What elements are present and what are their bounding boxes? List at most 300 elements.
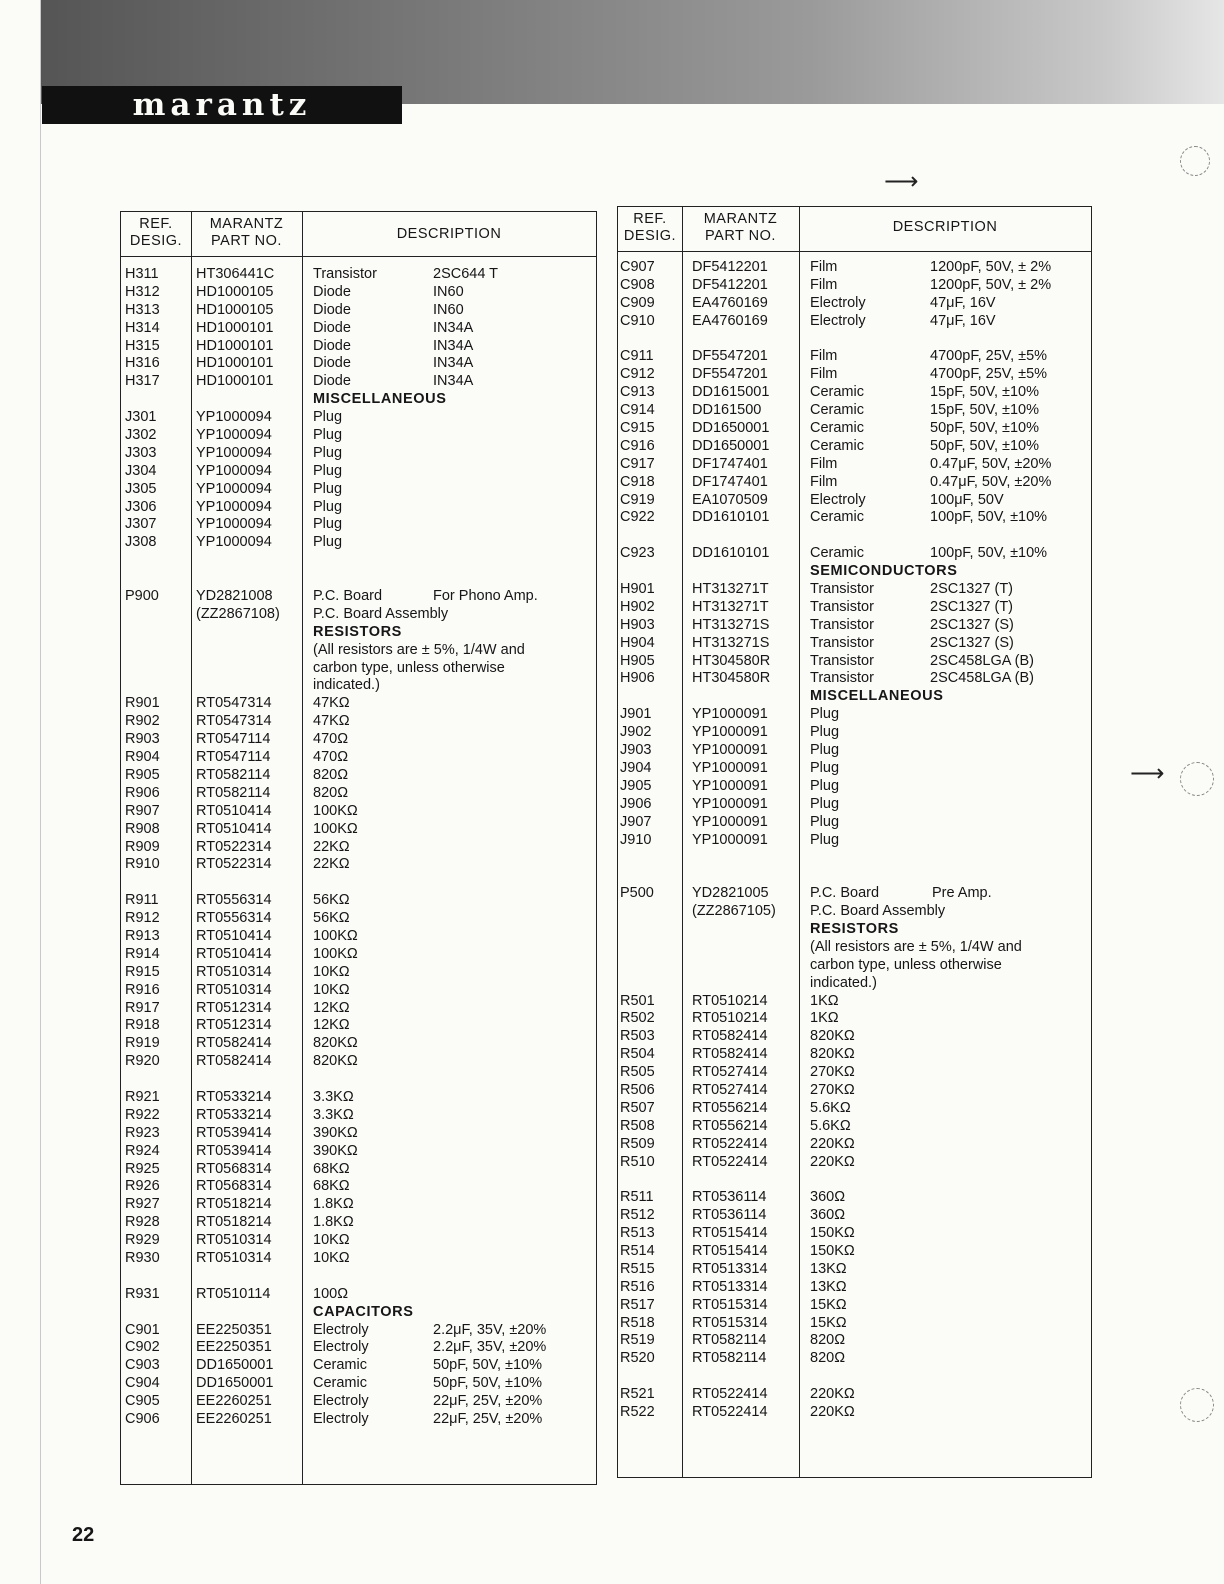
part-number: DD1610101 [692, 509, 770, 526]
part-number: RT0547114 [196, 731, 271, 748]
part-number: RT0582414 [692, 1046, 768, 1063]
table-row [121, 695, 596, 713]
ref-designator: C902 [125, 1339, 160, 1356]
spec-value: 0.47μF, 50V, ±20% [930, 455, 1052, 472]
part-number: RT0510314 [196, 963, 272, 980]
table-row [121, 839, 596, 857]
ref-designator: H903 [620, 616, 655, 633]
description-extra: For Phono Amp. [433, 588, 538, 605]
spec-value: 0.47μF, 50V, ±20% [930, 473, 1052, 490]
ref-designator: R915 [125, 963, 160, 980]
section-heading: SEMICONDUCTORS [810, 563, 958, 580]
header-part-no: MARANTZ PART NO. [209, 216, 284, 249]
table-row [618, 1332, 1091, 1350]
section-heading-row [121, 624, 596, 642]
part-number: EE2250351 [196, 1339, 272, 1356]
row-spacer [618, 1368, 1091, 1386]
table-row [121, 982, 596, 1000]
description: 220KΩ [810, 1404, 855, 1420]
table-row [618, 796, 1091, 814]
ref-designator: R912 [125, 910, 160, 927]
table-row [121, 1143, 596, 1161]
description: Electroly [313, 1321, 369, 1338]
part-number: YP1000091 [692, 759, 768, 776]
part-number: DD1610101 [692, 545, 770, 562]
table-row [618, 1010, 1091, 1028]
description: Plug [810, 759, 840, 776]
ref-designator: J308 [125, 534, 157, 551]
ref-designator: R507 [620, 1099, 655, 1116]
part-number: RT0510414 [196, 820, 272, 837]
spec-value: 100pF, 50V, ±10% [930, 509, 1048, 526]
part-number: RT0568314 [196, 1178, 272, 1195]
description: P.C. Board Assembly [810, 903, 946, 920]
arrow-mark-icon: ⟶ [1130, 760, 1165, 787]
ref-designator: C904 [125, 1375, 160, 1392]
part-number: RT0510414 [196, 802, 272, 819]
table-row [121, 606, 596, 624]
description: Transistor [810, 670, 874, 687]
spec-value: 50pF, 50V, ±10% [930, 420, 1040, 437]
description: 220KΩ [810, 1135, 855, 1152]
ref-designator: R921 [125, 1088, 160, 1105]
part-number: RT0547314 [196, 713, 272, 730]
ref-designator: H904 [620, 634, 655, 651]
description: Film [810, 259, 838, 275]
part-number: HT313271S [692, 634, 770, 651]
ref-designator: C917 [620, 455, 655, 472]
table-row [618, 384, 1091, 402]
table-row [121, 803, 596, 821]
ref-designator: R905 [125, 766, 160, 783]
spec-value: 50pF, 50V, ±10% [433, 1375, 543, 1392]
ref-designator: C909 [620, 294, 655, 311]
ref-designator: R928 [125, 1214, 160, 1231]
part-number: YP1000094 [196, 516, 272, 533]
description: Film [810, 348, 838, 365]
ref-designator: R922 [125, 1106, 160, 1123]
part-number: HT313271S [692, 616, 770, 633]
table-row [618, 670, 1091, 688]
table-row [618, 402, 1091, 420]
section-note: (All resistors are ± 5%, 1/4W and [313, 641, 525, 658]
description: 100KΩ [313, 802, 358, 819]
ref-designator: R906 [125, 784, 160, 801]
table-row [618, 885, 1091, 903]
part-number: RT0510314 [196, 981, 272, 998]
description: Diode [313, 373, 351, 390]
part-number: DD161500 [692, 402, 762, 419]
part-number: EE2260251 [196, 1411, 272, 1427]
spec-value: 15pF, 50V, ±10% [930, 384, 1040, 401]
ref-designator: J906 [620, 795, 652, 812]
part-number: HD1000101 [196, 337, 274, 354]
table-row [121, 1125, 596, 1143]
ref-designator: R501 [620, 992, 655, 1009]
table-row [121, 1375, 596, 1393]
description: Plug [313, 498, 343, 515]
ref-designator: C919 [620, 491, 655, 508]
table-row [121, 964, 596, 982]
arrow-mark-icon: ⟶ [884, 168, 919, 195]
description: Plug [313, 534, 343, 551]
ref-designator: C907 [620, 259, 655, 275]
part-number: RT0510214 [692, 1010, 768, 1027]
description: 150KΩ [810, 1225, 855, 1242]
description: 470Ω [313, 731, 349, 748]
table-row [618, 724, 1091, 742]
description: 3.3KΩ [313, 1088, 354, 1105]
table-row [618, 313, 1091, 331]
table-row [618, 742, 1091, 760]
description: 360Ω [810, 1207, 846, 1224]
table-row [121, 910, 596, 928]
part-number: RT0527414 [692, 1081, 768, 1098]
ref-designator: R924 [125, 1142, 160, 1159]
row-spacer [618, 527, 1091, 545]
row-spacer [618, 331, 1091, 349]
description: 13KΩ [810, 1278, 847, 1295]
spec-value: 22μF, 25V, ±20% [433, 1393, 543, 1410]
description: Transistor [810, 634, 874, 651]
ref-designator: C910 [620, 312, 655, 329]
table-row [618, 1279, 1091, 1297]
description: Plug [313, 516, 343, 533]
part-number: EA4760169 [692, 294, 768, 311]
part-number: RT0533214 [196, 1088, 272, 1105]
description: 56KΩ [313, 892, 350, 909]
ref-designator: H906 [620, 670, 655, 687]
table-row [121, 821, 596, 839]
ref-designator: C916 [620, 437, 655, 454]
section-heading-row [618, 688, 1091, 706]
description: 100KΩ [313, 927, 358, 944]
table-row [121, 1089, 596, 1107]
part-number: RT0582114 [196, 784, 271, 801]
table-row [121, 302, 596, 320]
description: 390KΩ [313, 1142, 358, 1159]
description: 68KΩ [313, 1178, 350, 1195]
part-number: EA1070509 [692, 491, 768, 508]
part-number: YP1000091 [692, 831, 768, 848]
description: 47KΩ [313, 713, 350, 730]
ref-designator: R916 [125, 981, 160, 998]
ref-designator: R918 [125, 1017, 160, 1034]
ref-designator: C914 [620, 402, 655, 419]
table-row [618, 778, 1091, 796]
section-heading-row [121, 391, 596, 409]
description: 820KΩ [313, 1053, 358, 1070]
ref-designator: J306 [125, 498, 157, 515]
description: 10KΩ [313, 1249, 350, 1266]
ref-designator: C912 [620, 366, 655, 383]
description: 1KΩ [810, 992, 839, 1009]
part-number: RT0527414 [692, 1064, 768, 1081]
table-row [618, 1297, 1091, 1315]
description: Ceramic [810, 420, 864, 437]
section-heading-row [618, 563, 1091, 581]
spec-value: 100pF, 50V, ±10% [930, 545, 1048, 562]
table-row [618, 1154, 1091, 1172]
description: 270KΩ [810, 1064, 855, 1081]
description: 10KΩ [313, 963, 350, 980]
ref-designator: C906 [125, 1411, 160, 1427]
row-spacer [121, 874, 596, 892]
description: 47KΩ [313, 695, 350, 712]
description: Electroly [810, 294, 866, 311]
parts-table-left [120, 211, 597, 1485]
description: 820KΩ [313, 1035, 358, 1052]
description: 470Ω [313, 749, 349, 766]
table-row [618, 1082, 1091, 1100]
part-number: RT0515314 [692, 1314, 768, 1331]
ref-designator: H901 [620, 581, 655, 598]
part-number: HT304580R [692, 652, 771, 669]
ref-designator: R522 [620, 1404, 655, 1420]
table-row [618, 1261, 1091, 1279]
table-row [618, 760, 1091, 778]
description: Electroly [313, 1411, 369, 1427]
description: 22KΩ [313, 838, 350, 855]
description: Film [810, 276, 838, 293]
part-number: RT0510114 [196, 1285, 271, 1302]
section-note: carbon type, unless otherwise [810, 956, 1002, 973]
part-number: RT0556314 [196, 910, 272, 927]
part-number: HD1000101 [196, 355, 274, 372]
header-ref: REF. DESIG. [623, 211, 677, 244]
table-row [618, 599, 1091, 617]
table-row [121, 266, 596, 284]
description: 12KΩ [313, 1017, 350, 1034]
ref-designator: J301 [125, 409, 157, 426]
spec-value: 1200pF, 50V, ± 2% [930, 259, 1052, 275]
part-number: DF5547201 [692, 366, 768, 383]
part-number: YP1000091 [692, 777, 768, 794]
part-number: YP1000094 [196, 534, 272, 551]
ref-designator: R511 [620, 1189, 654, 1206]
table-row [618, 456, 1091, 474]
table-row [121, 1232, 596, 1250]
part-number: RT0547114 [196, 749, 271, 766]
table-row [121, 409, 596, 427]
description: 820Ω [810, 1332, 846, 1349]
ref-designator: J303 [125, 444, 157, 461]
ref-designator: C905 [125, 1393, 160, 1410]
description: 820Ω [313, 766, 349, 783]
ref-designator: C911 [620, 348, 654, 365]
table-row [618, 1315, 1091, 1333]
ref-designator: R502 [620, 1010, 655, 1027]
table-row [121, 1035, 596, 1053]
spec-value: 2SC1327 (S) [930, 616, 1014, 633]
description: Ceramic [810, 545, 864, 562]
table-row [121, 534, 596, 552]
table-row [121, 767, 596, 785]
description: P.C. Board [810, 885, 880, 902]
ref-designator: R911 [125, 892, 159, 909]
description: Diode [313, 319, 351, 336]
part-number: YP1000091 [692, 813, 768, 830]
table-row [121, 463, 596, 481]
description: P.C. Board [313, 588, 383, 605]
table-row [618, 1100, 1091, 1118]
description: 68KΩ [313, 1160, 350, 1177]
description: Film [810, 473, 838, 490]
part-number: DF5412201 [692, 276, 768, 293]
spec-value: IN34A [433, 337, 474, 354]
table-row [121, 1000, 596, 1018]
table-row [121, 1214, 596, 1232]
part-number: RT0510414 [196, 927, 272, 944]
description: 820Ω [810, 1350, 846, 1367]
description: Ceramic [810, 509, 864, 526]
page-margin-line [40, 0, 41, 1584]
ref-designator: R520 [620, 1350, 655, 1367]
part-number: HD1000101 [196, 319, 274, 336]
ref-designator: R910 [125, 856, 160, 873]
description: 360Ω [810, 1189, 846, 1206]
description: Plug [810, 777, 840, 794]
parts-table-right [617, 206, 1092, 1478]
binder-hole-middle [1180, 762, 1214, 796]
description: Transistor [810, 652, 874, 669]
spec-value: IN60 [433, 301, 464, 318]
ref-designator: R519 [620, 1332, 655, 1349]
table-row [618, 1404, 1091, 1422]
ref-designator: J904 [620, 759, 652, 776]
part-number: HD1000101 [196, 373, 274, 390]
ref-designator: R919 [125, 1035, 160, 1052]
part-number: RT0513314 [692, 1278, 768, 1295]
ref-designator: R917 [125, 999, 160, 1016]
table-row [121, 1107, 596, 1125]
table-row [618, 295, 1091, 313]
part-number: DD1615001 [692, 384, 770, 401]
part-number: RT0556314 [196, 892, 272, 909]
part-number: RT0515314 [692, 1296, 768, 1313]
table-row [121, 284, 596, 302]
part-number: DD1650001 [196, 1357, 274, 1374]
table-row [618, 545, 1091, 563]
page-number: 22 [72, 1524, 95, 1546]
part-number: YP1000094 [196, 462, 272, 479]
header-description: DESCRIPTION [892, 219, 998, 235]
description: 13KΩ [810, 1260, 847, 1277]
ref-designator: H316 [125, 355, 160, 372]
ref-designator: R504 [620, 1046, 655, 1063]
description: Electroly [313, 1393, 369, 1410]
description: Electroly [810, 491, 866, 508]
table-row [618, 277, 1091, 295]
description: 100KΩ [313, 820, 358, 837]
table-row [618, 1064, 1091, 1082]
description: 150KΩ [810, 1242, 855, 1259]
description: Plug [810, 831, 840, 848]
ref-designator: J903 [620, 742, 652, 759]
description: 12KΩ [313, 999, 350, 1016]
part-number: EE2250351 [196, 1321, 272, 1338]
part-number: RT0556214 [692, 1117, 768, 1134]
binder-hole-top [1180, 146, 1210, 176]
ref-designator: J910 [620, 831, 652, 848]
ref-designator: R510 [620, 1153, 655, 1170]
ref-designator: R506 [620, 1081, 655, 1098]
ref-designator: P900 [125, 588, 159, 605]
table-row [121, 713, 596, 731]
description: 10KΩ [313, 1232, 350, 1249]
ref-designator: H315 [125, 337, 160, 354]
table-row [618, 420, 1091, 438]
description: 820KΩ [810, 1046, 855, 1063]
part-number: RT0510414 [196, 945, 272, 962]
section-heading: CAPACITORS [313, 1303, 414, 1320]
table-row [618, 1386, 1091, 1404]
section-heading-row [618, 921, 1091, 939]
description: Plug [313, 480, 343, 497]
brand-logo [42, 86, 402, 124]
table-row [618, 653, 1091, 671]
ref-designator: R929 [125, 1232, 160, 1249]
part-number: DF5412201 [692, 259, 768, 275]
part-number: RT0510214 [692, 992, 768, 1009]
description: 3.3KΩ [313, 1106, 354, 1123]
table-row [121, 1053, 596, 1071]
spec-value: 22μF, 25V, ±20% [433, 1411, 543, 1427]
ref-designator: R908 [125, 820, 160, 837]
description: Ceramic [313, 1375, 367, 1392]
part-number: YD2821008 [196, 588, 273, 605]
row-spacer [121, 1268, 596, 1286]
part-number: RT0522414 [692, 1135, 768, 1152]
ref-designator: C923 [620, 545, 655, 562]
table-row [121, 1357, 596, 1375]
table-row [618, 581, 1091, 599]
part-number: RT0556214 [692, 1099, 768, 1116]
row-spacer [121, 1071, 596, 1089]
table-row [618, 706, 1091, 724]
ref-designator: P500 [620, 885, 654, 902]
spec-value: 50pF, 50V, ±10% [433, 1357, 543, 1374]
table-row [121, 481, 596, 499]
description: Electroly [810, 312, 866, 329]
ref-designator: R926 [125, 1178, 160, 1195]
part-number: RT0522314 [196, 856, 272, 873]
part-number: RT0533214 [196, 1106, 272, 1123]
part-number: RT0515414 [692, 1225, 768, 1242]
part-number: RT0522414 [692, 1153, 768, 1170]
description: Ceramic [313, 1357, 367, 1374]
table-row [618, 492, 1091, 510]
ref-designator: R512 [620, 1207, 655, 1224]
ref-designator: J304 [125, 462, 157, 479]
part-number: RT0582114 [692, 1350, 767, 1367]
table-row [618, 348, 1091, 366]
part-number: RT0536114 [692, 1207, 767, 1224]
ref-designator: R509 [620, 1135, 655, 1152]
description: Plug [313, 409, 343, 426]
table-row [121, 1178, 596, 1196]
part-number: (ZZ2867108) [196, 605, 280, 622]
part-number: EA4760169 [692, 312, 768, 329]
table-row [618, 1225, 1091, 1243]
spec-value: 2.2μF, 35V, ±20% [433, 1321, 547, 1338]
table-row [121, 338, 596, 356]
section-note-row [618, 957, 1091, 975]
table-row [121, 1286, 596, 1304]
parts-list [618, 259, 1091, 1422]
part-number: YP1000091 [692, 795, 768, 812]
table-row [121, 892, 596, 910]
